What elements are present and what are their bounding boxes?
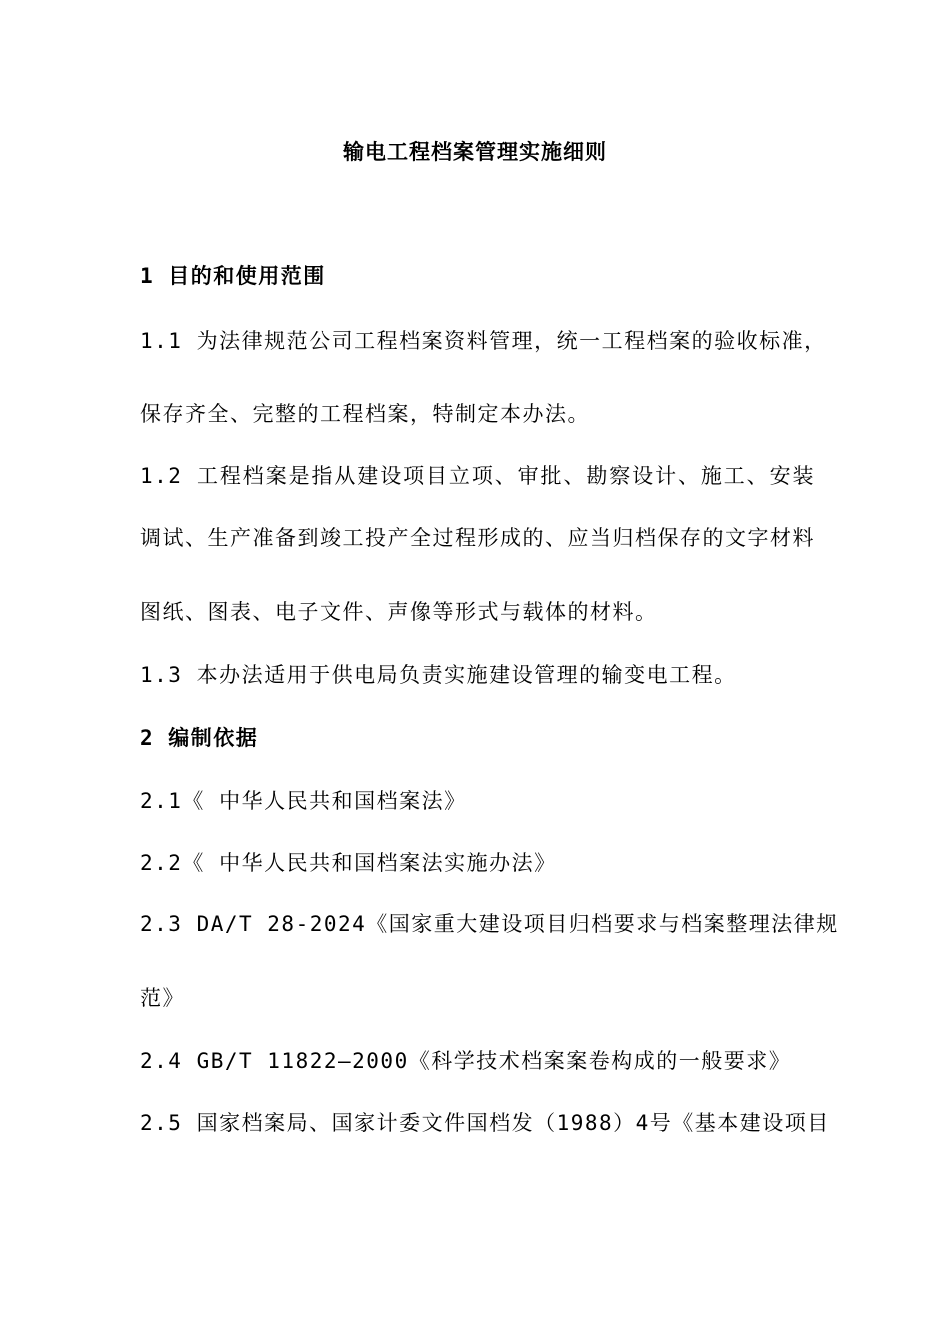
reference-2-2: 2.2《 中华人民共和国档案法实施办法》 bbox=[140, 851, 557, 875]
reference-2-3-line-1: 2.3 DA/T 28-2024《国家重大建设项目归档要求与档案整理法律规 bbox=[140, 912, 839, 936]
reference-2-4: 2.4 GB/T 11822—2000《科学技术档案案卷构成的一般要求》 bbox=[140, 1049, 792, 1073]
reference-2-5-line-1: 2.5 国家档案局、国家计委文件国档发（1988）4号《基本建设项目 bbox=[140, 1111, 830, 1135]
section-heading-1: 1 目的和使用范围 bbox=[140, 264, 326, 288]
reference-2-3-line-2: 范》 bbox=[140, 986, 185, 1010]
paragraph-1-1-line-2: 保存齐全、完整的工程档案，特制定本办法。 bbox=[140, 402, 590, 426]
paragraph-1-2-line-1: 1.2 工程档案是指从建设项目立项、审批、勘察设计、施工、安装 bbox=[140, 464, 815, 488]
reference-2-1: 2.1《 中华人民共和国档案法》 bbox=[140, 789, 467, 813]
document-title: 输电工程档案管理实施细则 bbox=[343, 140, 607, 164]
paragraph-1-2-line-3: 图纸、图表、电子文件、声像等形式与载体的材料。 bbox=[140, 600, 658, 624]
section-heading-2: 2 编制依据 bbox=[140, 726, 259, 750]
paragraph-1-3: 1.3 本办法适用于供电局负责实施建设管理的输变电工程。 bbox=[140, 663, 737, 687]
paragraph-1-2-line-2: 调试、生产准备到竣工投产全过程形成的、应当归档保存的文字材料 bbox=[140, 526, 815, 550]
paragraph-1-1-line-1: 1.1 为法律规范公司工程档案资料管理，统一工程档案的验收标准， bbox=[140, 329, 827, 353]
